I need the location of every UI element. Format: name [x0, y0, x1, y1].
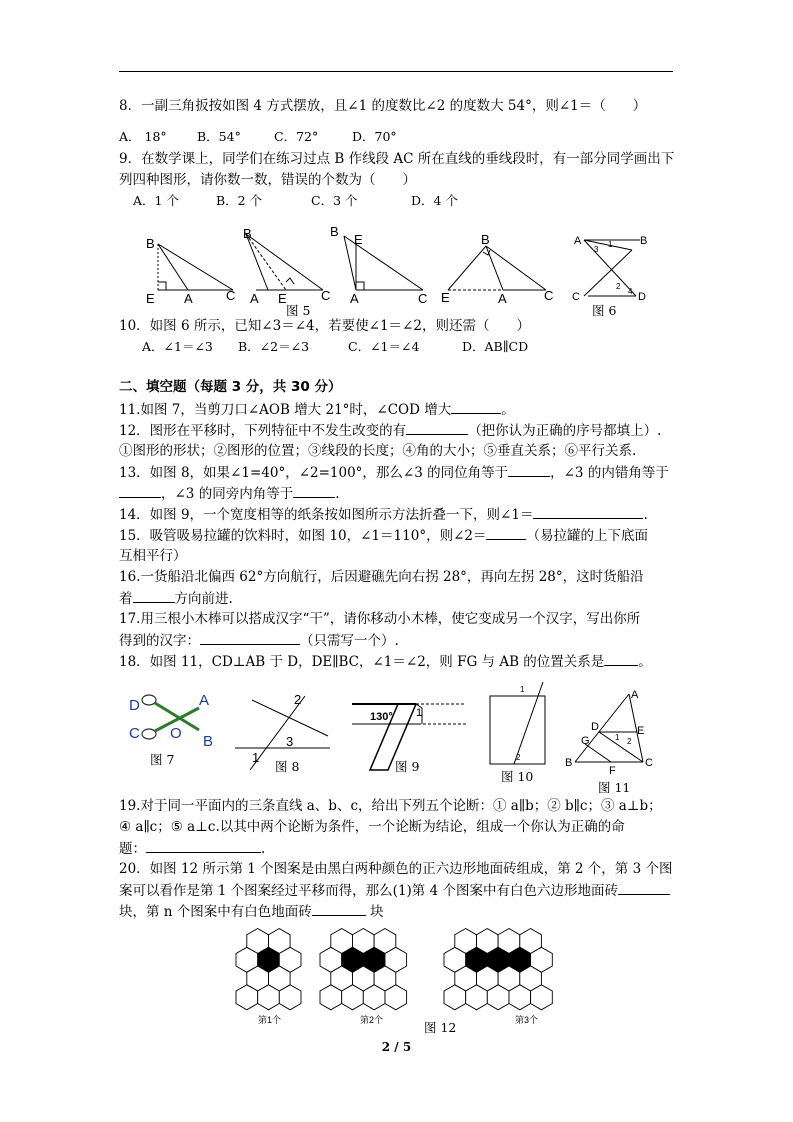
- q20-blank-1[interactable]: [618, 880, 670, 895]
- q16-text: 着: [119, 591, 133, 607]
- q12-text: 12．图形在平移时，下列特征中不发生改变的有: [119, 423, 407, 439]
- q20-text: 案可以看作是第 1 个图案经过平移而得，那么(1)第 4 个图案中有白色六边形地面砖: [119, 883, 618, 899]
- q20-end: 块: [365, 904, 384, 920]
- fig6-label-2: 2: [616, 282, 621, 291]
- q20-line2: [119, 880, 675, 901]
- q17-answer-blank[interactable]: [200, 630, 300, 645]
- fig5-label-c1: C: [226, 288, 236, 303]
- fig11-label-a: A: [631, 689, 639, 701]
- q20-blank-2[interactable]: [312, 901, 366, 916]
- fig12-caption: 图 12: [424, 1020, 457, 1035]
- q9-stem-line2: 列四种图形，请你数一数，错误的个数为（ ）: [119, 172, 416, 188]
- q13-text-end: .: [335, 486, 340, 502]
- q8-option-c: C．72°: [274, 129, 319, 144]
- q15-answer-blank[interactable]: [486, 525, 526, 540]
- figure-10: [488, 680, 552, 770]
- q16-line1: 16.一货船沿北偏西 62°方向航行，后因避礁先向右拐 28°，再向左拐 28°，这时货船沿: [119, 569, 644, 585]
- fig5-label-a2: A: [250, 291, 259, 306]
- fig11-label-2: 2: [627, 737, 632, 746]
- fig5-label-e2: E: [278, 291, 287, 306]
- fig5-label-c3: C: [418, 291, 428, 306]
- q17-line2: [119, 630, 675, 651]
- fig7-caption: 图 7: [150, 752, 175, 767]
- fig7-label-o: O: [170, 725, 182, 742]
- fig8-label-3: 3: [286, 734, 294, 749]
- q10-option-d: D．AB∥CD: [462, 339, 529, 354]
- q11-answer-blank[interactable]: [451, 399, 501, 414]
- fig11-label-1: 1: [615, 733, 620, 742]
- fig8-caption: 图 8: [275, 759, 300, 774]
- q19-text: 题：: [119, 841, 146, 857]
- figure-6: [570, 228, 660, 308]
- q19-answer-blank[interactable]: [146, 838, 261, 853]
- q13-text-mid: ，∠3 的内错角等于: [550, 465, 669, 481]
- fig5-label-c4: C: [544, 288, 554, 303]
- q12-answer-blank[interactable]: [406, 420, 468, 435]
- q12-text-end: （把你认为正确的序号都填上）.: [468, 423, 662, 439]
- fig10-caption: 图 10: [501, 769, 534, 784]
- fig6-label-a: A: [574, 235, 582, 247]
- fig6-label-b: B: [640, 235, 648, 247]
- fig6-caption: 图 6: [592, 303, 617, 318]
- fig6-label-4: 4: [628, 287, 633, 296]
- fig6-label-1: 1: [608, 240, 613, 249]
- fig11-label-g: G: [581, 735, 590, 747]
- fig9-caption: 图 9: [395, 759, 420, 774]
- fig6-label-d: D: [638, 291, 646, 303]
- q8-option-a: A． 18°: [119, 129, 167, 144]
- q17-text-end: （只需写一个）.: [300, 633, 399, 649]
- figure-5: [138, 222, 578, 317]
- q15-text-end: （易拉罐的上下底面: [526, 528, 648, 544]
- q11-end: 。: [501, 402, 515, 418]
- figure-7: [125, 690, 220, 752]
- page-number: 2 / 5: [381, 1040, 412, 1054]
- fig8-label-1: 1: [252, 750, 260, 765]
- q18: [119, 651, 675, 672]
- q11-text: 11.如图 7，当剪刀口∠AOB 增大 21°时，∠COD 增大: [119, 402, 452, 418]
- q14: [119, 504, 675, 525]
- q20-line1: 20．如图 12 所示第 1 个图案是由黑白两种颜色的正六边形地面砖组成，第 2 个，第 3 个图: [119, 861, 673, 877]
- fig5-label-e3: E: [354, 232, 363, 247]
- fig5-label-b2: B: [243, 226, 252, 241]
- fig7-label-a: A: [199, 692, 210, 709]
- q9-option-d: D．4 个: [411, 193, 458, 208]
- q16-line2: [119, 588, 675, 609]
- fig5-label-e1: E: [146, 291, 155, 306]
- fig5-label-c2: C: [321, 288, 331, 303]
- q11: [119, 399, 675, 420]
- q14-text: 14．如图 9，一个宽度相等的纸条按如图所示方法折叠一下，则∠1＝: [119, 507, 534, 523]
- header-rule: [119, 71, 673, 72]
- q18-text: 18．如图 11，CD⊥AB 于 D，DE∥BC，∠1＝∠2，则 FG 与 AB 的位置关系是: [119, 654, 605, 670]
- q13-text: 13．如图 8，如果∠1=40°，∠2=100°，那么∠3 的同位角等于: [119, 465, 509, 481]
- fig5-label-b4: B: [481, 232, 490, 247]
- fig5-triangle-2: [246, 234, 323, 290]
- q15-line2: 互相平行）: [119, 548, 187, 564]
- q18-answer-blank[interactable]: [604, 651, 638, 666]
- fig5-label-b1: B: [146, 236, 155, 251]
- q16-answer-blank[interactable]: [133, 588, 175, 603]
- q10-option-b: B．∠2＝∠3: [238, 339, 310, 354]
- q10-stem: 10．如图 6 所示，已知∠3＝∠4，若要使∠1＝∠2，则还需（ ）: [119, 318, 530, 334]
- fig7-label-b: B: [203, 733, 214, 750]
- q9-option-a: A．1 个: [133, 193, 179, 208]
- fig9-label-1: 1: [416, 707, 423, 719]
- q19-line2: ④ a∥c；⑤ a⊥c.以其中两个论断为条件，一个论断为结论，组成一个你认为正确的命: [119, 819, 625, 835]
- q13-text-mid2: ，∠3 的同旁内角等于: [161, 486, 294, 502]
- fig10-label-1: 1: [520, 685, 525, 694]
- q14-end: .: [643, 507, 648, 523]
- q12-line2: ①图形的形状；②图形的位置；③线段的长度；④角的大小；⑤垂直关系；⑥平行关系.: [119, 443, 637, 459]
- fig5-caption: 图 5: [286, 303, 311, 318]
- fig5-triangle-1: [158, 244, 233, 290]
- q9-stem-line1: 9．在数学课上，同学们在练习过点 B 作线段 AC 所在直线的垂线段时，有一部分同学画出下: [119, 151, 675, 167]
- q16-text-end: 方向前进.: [174, 591, 233, 607]
- fig5-label-a1: A: [184, 291, 193, 306]
- fig8-label-2: 2: [294, 692, 302, 707]
- fig5-label-e4: E: [441, 290, 450, 305]
- q17-line1: 17.用三根小木棒可以搭成汉字“干”，请你移动小木棒，使它变成另一个汉字，写出你所: [119, 611, 641, 627]
- fig11-label-c: C: [645, 757, 653, 769]
- fig11-label-f: F: [609, 765, 616, 777]
- fig6-label-3: 3: [594, 245, 599, 254]
- q20-text-2: 块，第 n 个图案中有白色地面砖: [119, 904, 312, 920]
- q10-option-c: C．∠1＝∠4: [348, 339, 420, 354]
- fig12-sub-3: 第3个: [515, 1015, 539, 1025]
- q12-line1: [119, 420, 675, 441]
- q8-option-b: B．54°: [197, 129, 241, 144]
- fig7-handle-top: [142, 695, 156, 705]
- q10-option-a: A．∠1＝∠3: [142, 339, 213, 354]
- section-2-title: 二、填空题（每题 3 分，共 30 分）: [119, 379, 342, 395]
- figure-11: [563, 686, 663, 777]
- fig7-label-d: D: [129, 697, 140, 714]
- q20-line3: [119, 901, 675, 922]
- q8-option-d: D．70°: [352, 129, 397, 144]
- fig10-label-2: 2: [516, 753, 521, 762]
- q15-text: 15．吸管吸易拉罐的饮料时，如图 10，∠1＝110°，则∠2＝: [119, 528, 487, 544]
- fig11-label-e: E: [637, 725, 645, 737]
- q13-line2: [119, 483, 675, 504]
- q13-blank-3[interactable]: [293, 483, 335, 498]
- fig5-label-a4: A: [498, 291, 507, 306]
- figure-12: [230, 925, 610, 1025]
- q19-line3: [119, 838, 675, 859]
- q8-stem: 8．一副三角扳按如图 4 方式摆放，且∠1 的度数比∠2 的度数大 54°，则∠1＝（ ）: [119, 98, 647, 114]
- q14-answer-blank[interactable]: [533, 504, 643, 519]
- fig12-sub-2: 第2个: [360, 1015, 384, 1025]
- fig6-label-c: C: [572, 291, 580, 303]
- fig7-handle-bottom: [142, 729, 156, 739]
- fig5-triangle-4: [448, 246, 546, 290]
- q13-blank-2[interactable]: [119, 483, 161, 498]
- q19-line1: 19.对于同一平面内的三条直线 a、b、c，给出下列五个论断：① a∥b；② b∥c；③ a⊥b；: [119, 798, 662, 814]
- q15-line1: [119, 525, 675, 546]
- fig12-sub-1: 第1个: [258, 1015, 282, 1025]
- q9-option-c: C．3 个: [311, 193, 358, 208]
- q17-text: 得到的汉字：: [119, 633, 200, 649]
- fig11-label-d: D: [591, 721, 599, 733]
- q9-option-b: B．2 个: [216, 193, 263, 208]
- fig5-label-b3: B: [330, 224, 339, 239]
- q19-end: .: [261, 841, 266, 857]
- fig9-label-angle: 130°: [370, 711, 393, 723]
- fig7-label-c: C: [129, 725, 140, 742]
- q13-blank-1[interactable]: [508, 462, 550, 477]
- q13-line1: [119, 462, 675, 483]
- q18-end: 。: [638, 654, 652, 670]
- fig11-label-b: B: [565, 757, 573, 769]
- fig5-label-a3: A: [350, 291, 359, 306]
- fig11-caption: 图 11: [598, 780, 631, 795]
